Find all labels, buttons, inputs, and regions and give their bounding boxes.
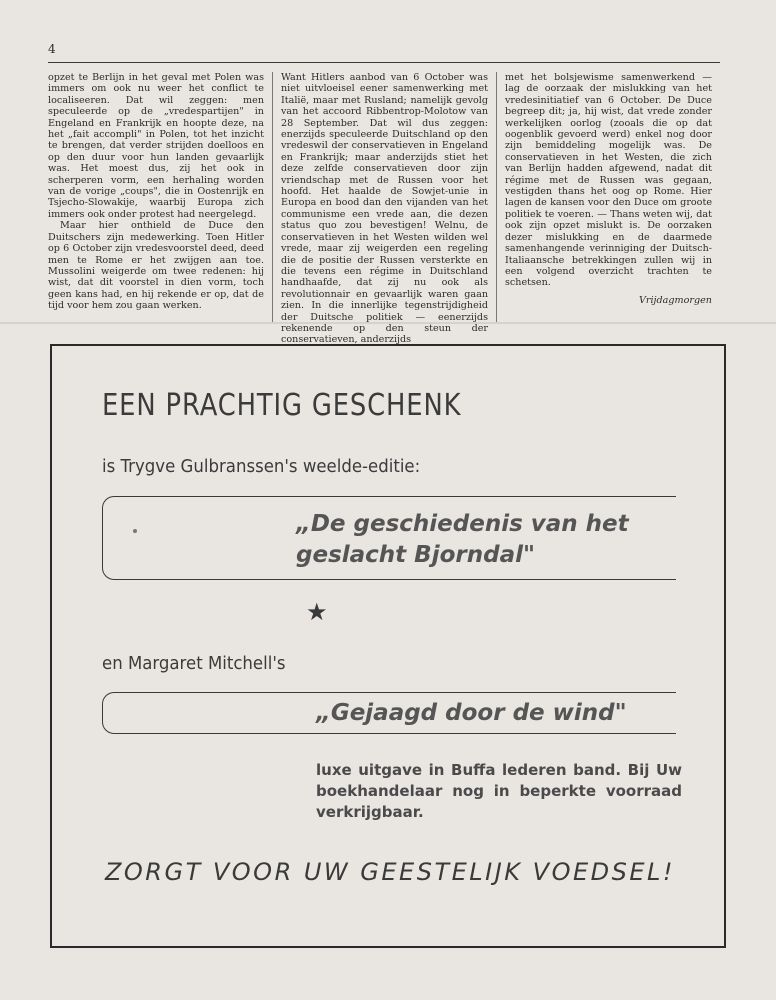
ad-slogan: ZORGT VOOR UW GEESTELIJK VOEDSEL!: [104, 858, 676, 886]
article-paragraph: Want Hitlers aanbod van 6 October was niet uitvloeisel eener samenwerking met Italië, maar met Rusland; namelijk gevolg van het accoord Ribbentrop-Molotow van 28 September. Dat wil dus zeggen: enerzijds speculeerde Duitschland op den vredeswil der conservatieven in Engeland en Frankrijk; maar anderzijds stiet het deze zelfde conservatieven door zijn vriendschap met de Russen voor het hoofd. Het haalde de Sowjet-unie in Europa en bood dan den vijanden van het communisme een vrede aan, die dezen status quo zou bevestigen! Welnu, de conservatieven in het Westen wilden wel vrede, maar zij weigerden een regeling die de positie der Russen versterkte en die tevens een régime in Duitschland handhaafde, dat zij nu ook als revolutionnair en gevaarlijk waren gaan zien. In die innerlijke tegenstrijdigheid der Duitsche politiek — eenerzijds rekenende op den steun der conservatieven, anderzijds: [281, 72, 488, 346]
book-title-1-line-1: „De geschiedenis van het: [296, 511, 629, 537]
header-rule: [48, 62, 720, 63]
article-column-3: [496, 72, 720, 322]
article-paragraph: met het bolsjewisme samenwerkend — lag de oorzaak der mislukking van het vredesinitiatief van 6 October. De Duce begreep dit; ja, hij wist, dat vrede zonder werkelijken oorlog (zooals die op dat oogenblik gevoerd werd) enkel nog door zijn bemiddeling mogelijk was. De conservatieven in het Westen, die zich van Berlijn hadden afgewend, nadat dit régime met de Russen was gegaan, vestigden thans het oog op Rome. Hier lagen de kansen voor den Duce om groote politiek te voeren. — Thans weten wij, dat ook zijn opzet mislukt is. De oorzaken dezer mislukking en de daarmede samenhangende verinniging der Duitsch-Italiaansche betrekkingen zullen wij in een volgend overzicht trachten te schetsen.: [505, 72, 712, 289]
book-title-frame-1: [102, 496, 676, 580]
book-title-1: [296, 509, 676, 571]
book-title-1-line-2: geslacht Bjorndal": [296, 542, 535, 568]
article-paragraph: Maar hier onthield de Duce den Duitschers zijn medewerking. Toen Hitler op 6 October zijn vredesvoorstel deed, deed men te Rome er het zwijgen aan toe. Mussolini weigerde om twee redenen: hij wist, dat dit voorstel in dien vorm, toch geen kans had, en hij rekende er op, dat de tijd voor hem zou gaan werken.: [48, 220, 264, 312]
advertisement: [50, 344, 726, 948]
book-title-frame-2: [102, 692, 676, 734]
article-paragraph: opzet te Berlijn in het geval met Polen was immers om ook nu weer het conflict te localiseeren. Dat wil zeggen: men speculeerde op de „vredespartijen" in Engeland en Frankrijk en hoopte deze, na het „fait accompli" in Polen, tot het inzicht te brengen, dat verder strijden doelloos en op den duur voor hun landen gevaarlijk was. Het moest dus, zij het ook in scherperen vorm, een herhaling worden van de vorige „coups", die in Oostenrijk en Tsjecho-Slowakije, waarbij Europa zich immers ook onder protest had neergelegd.: [48, 72, 264, 220]
article-column-1: [48, 72, 272, 322]
page-number: 4: [48, 42, 56, 56]
ad-connector: en Margaret Mitchell's: [102, 653, 286, 674]
decorative-dot: [133, 529, 137, 533]
ad-intro: is Trygve Gulbranssen's weelde-editie:: [102, 456, 421, 477]
ad-description: luxe uitgave in Buffa lederen band. Bij Uw boekhandelaar nog in beperkte voorraad verkrijgbaar.: [316, 761, 682, 821]
book-title-2: „Gejaagd door de wind": [316, 700, 627, 726]
article-column-2: [272, 72, 496, 346]
article-columns: [48, 72, 720, 346]
article-signature: Vrijdagmorgen: [638, 294, 712, 306]
ad-headline: EEN PRACHTIG GESCHENK: [102, 388, 462, 423]
star-icon: ★: [306, 598, 328, 626]
